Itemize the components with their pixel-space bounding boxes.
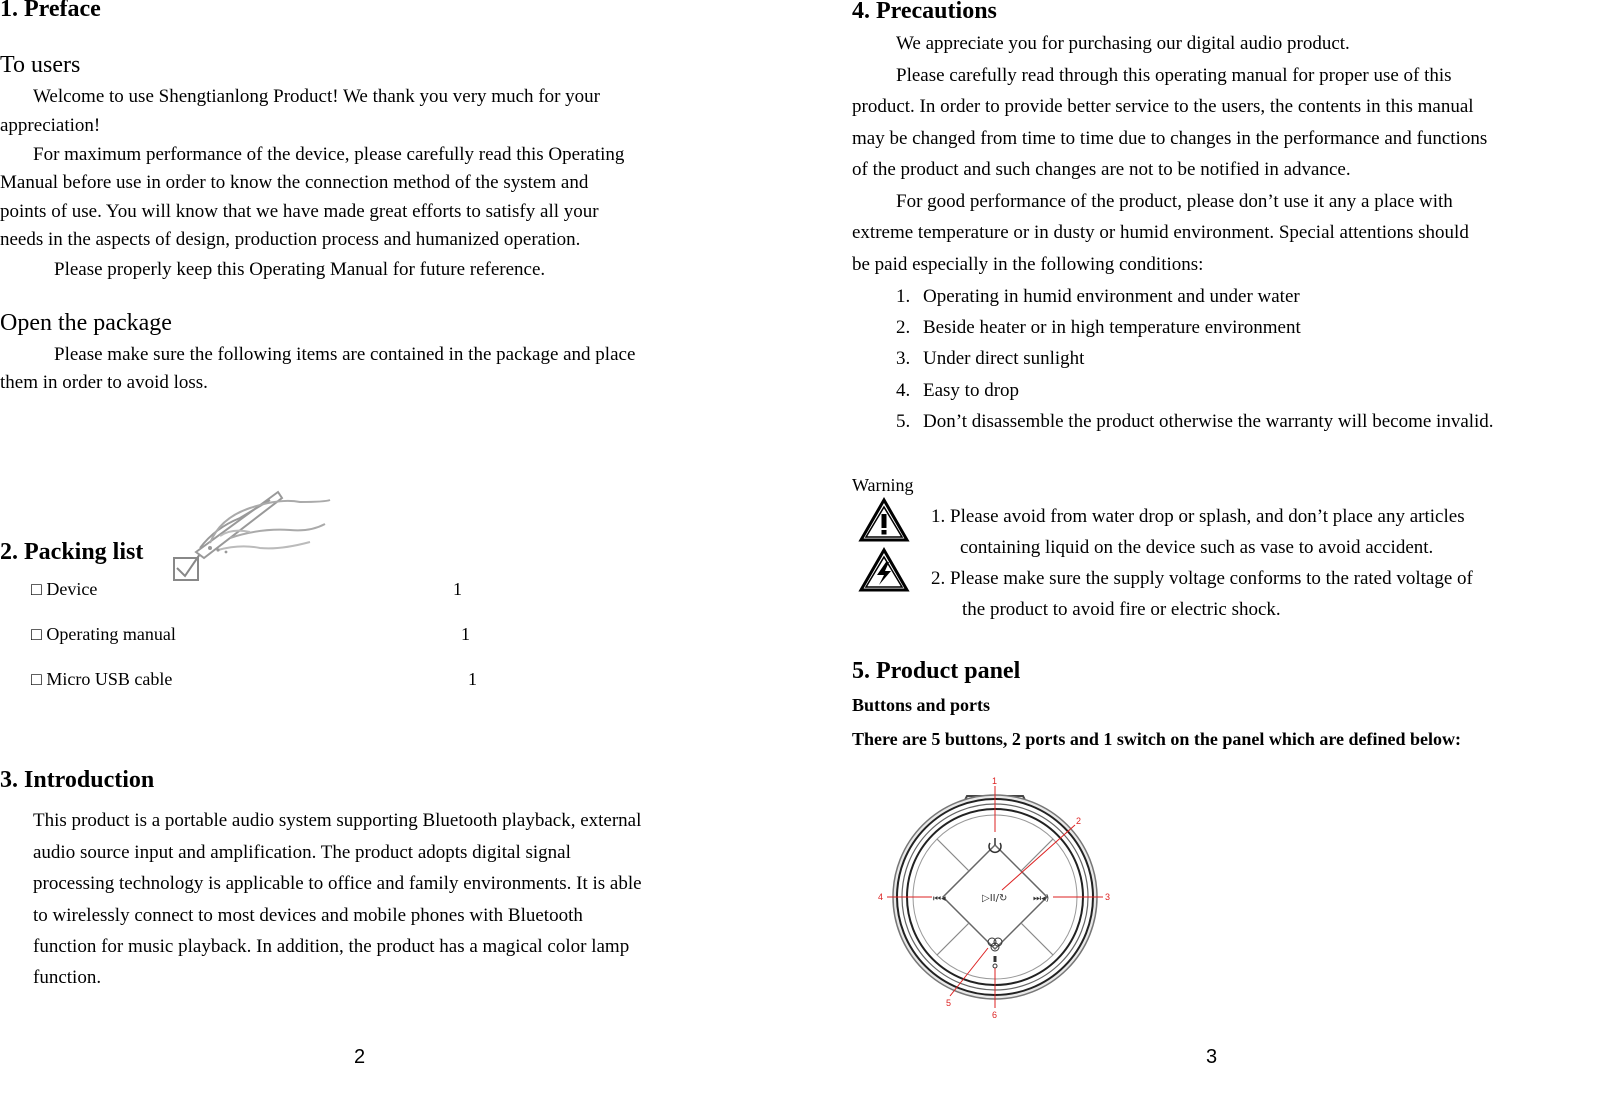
intro-line: function. [33, 967, 102, 988]
precautions-line: may be changed from time to time due to changes in the performance and functions [852, 128, 1488, 149]
open-package-line: them in order to avoid loss. [0, 372, 208, 393]
page-number: 2 [354, 1046, 366, 1068]
warning-line: 2. Please make sure the supply voltage conforms to the rated voltage of [931, 568, 1473, 589]
condition-text: Easy to drop [923, 380, 1020, 401]
to-users-line: appreciation! [0, 115, 101, 136]
buttons-ports-description: There are 5 buttons, 2 ports and 1 switch on the panel which are defined below: [852, 729, 1462, 749]
precautions-line: We appreciate you for purchasing our digital audio product. [896, 33, 1350, 54]
intro-line: This product is a portable audio system supporting Bluetooth playback, external [33, 810, 642, 831]
precautions-line: product. In order to provide better service to the users, the contents in this manual [852, 96, 1474, 117]
to-users-line: needs in the aspects of design, production process and humanized operation. [0, 229, 581, 250]
warning-line: the product to avoid fire or electric shock. [962, 599, 1281, 620]
product-panel-title: 5. Product panel [852, 658, 1021, 684]
condition-number: 5. [896, 411, 911, 432]
condition-number: 3. [896, 348, 911, 369]
condition-number: 2. [896, 317, 911, 338]
to-users-line: Manual before use in order to know the connection method of the system and [0, 172, 589, 193]
preface-title: 1. Preface [0, 0, 101, 22]
callout-label: 6 [992, 1010, 998, 1020]
to-users-heading: To users [0, 52, 81, 78]
intro-line: to wirelessly connect to most devices and mobile phones with Bluetooth [33, 905, 583, 926]
callout-label: 4 [878, 892, 884, 902]
to-users-line: For maximum performance of the device, please carefully read this Operating [33, 144, 625, 165]
hand-writing-checklist-icon [160, 488, 340, 588]
buttons-ports-heading: Buttons and ports [852, 695, 991, 715]
warning-label: Warning [852, 475, 914, 495]
svg-text:⏮◂: ⏮◂ [933, 894, 946, 904]
condition-text: Under direct sunlight [923, 348, 1085, 369]
precautions-line: For good performance of the product, please don’t use it any a place with [896, 191, 1453, 212]
open-package-heading: Open the package [0, 310, 172, 336]
condition-text: Don’t disassemble the product otherwise the warranty will become invalid. [923, 411, 1494, 432]
packing-item-qty: 1 [453, 579, 462, 599]
to-users-line: Please properly keep this Operating Manual for future reference. [54, 259, 546, 280]
precautions-line: of the product and such changes are not to be notified in advance. [852, 159, 1351, 180]
packing-item-qty: 1 [461, 624, 470, 644]
condition-text: Operating in humid environment and under water [923, 286, 1300, 307]
exclamation-warning-icon [859, 498, 909, 542]
svg-text:▷II/↻: ▷II/↻ [982, 893, 1008, 904]
precautions-line: be paid especially in the following conditions: [852, 254, 1204, 275]
product-panel-diagram [870, 770, 1120, 1020]
callout-label: 1 [992, 776, 998, 786]
open-package-line: Please make sure the following items are contained in the package and place [54, 344, 636, 365]
svg-text:⏭◂): ⏭◂) [1033, 894, 1050, 904]
intro-line: function for music playback. In addition, the product has a magical color lamp [33, 936, 630, 957]
precautions-title: 4. Precautions [852, 0, 997, 24]
precautions-line: extreme temperature or in dusty or humid environment. Special attentions should [852, 222, 1469, 243]
packing-item-qty: 1 [468, 669, 477, 689]
condition-text: Beside heater or in high temperature environment [923, 317, 1301, 338]
condition-number: 4. [896, 380, 911, 401]
to-users-line: Welcome to use Shengtianlong Product! We thank you very much for your [33, 86, 600, 107]
page-number: 3 [1206, 1046, 1218, 1068]
warning-line: containing liquid on the device such as vase to avoid accident. [960, 537, 1434, 558]
callout-label: 3 [1105, 892, 1111, 902]
warning-line: 1. Please avoid from water drop or splash, and don’t place any articles [931, 506, 1465, 527]
introduction-title: 3. Introduction [0, 767, 155, 793]
callout-label: 2 [1076, 816, 1082, 826]
packing-list-title: 2. Packing list [0, 539, 144, 565]
callout-label: 5 [946, 998, 952, 1008]
to-users-line: points of use. You will know that we have made great efforts to satisfy all your [0, 201, 599, 222]
condition-number: 1. [896, 286, 911, 307]
electric-shock-warning-icon [859, 548, 909, 592]
intro-line: audio source input and amplification. The product adopts digital signal [33, 842, 571, 863]
packing-item-label: □ Micro USB cable [31, 669, 173, 689]
precautions-line: Please carefully read through this operating manual for proper use of this [896, 65, 1452, 86]
packing-item-label: □ Device [31, 579, 98, 599]
intro-line: processing technology is applicable to office and family environments. It is able [33, 873, 642, 894]
packing-item-label: □ Operating manual [31, 624, 176, 644]
